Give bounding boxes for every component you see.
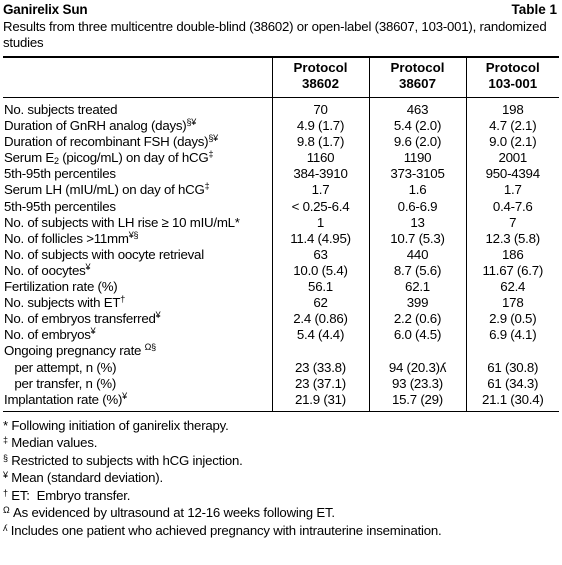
row-label-text: No. of subjects with LH rise ≥ 10 mIU/mL* — [4, 214, 240, 230]
table-row — [3, 311, 559, 327]
value-cell: 1160 — [272, 150, 369, 166]
row-label-text: No. of embryos transferred — [4, 311, 156, 327]
column-header-103-001 — [466, 58, 559, 98]
footnote — [3, 522, 559, 540]
footnote-marker: ¥ — [122, 390, 127, 401]
table-row — [3, 247, 559, 263]
value-cell: 0.4-7.6 — [466, 199, 559, 215]
value-cell: 62 — [272, 295, 369, 311]
value-cell: 0.6-6.9 — [369, 199, 466, 215]
table-row — [3, 150, 559, 166]
table-row — [3, 118, 559, 134]
value-cell: 6.0 (4.5) — [369, 327, 466, 343]
value-cell: 11.67 (6.7) — [466, 263, 559, 279]
footnote — [3, 452, 559, 470]
value-cell: 198 — [466, 98, 559, 119]
table-row — [3, 231, 559, 247]
table-row — [3, 327, 559, 343]
value-cell: 399 — [369, 295, 466, 311]
value-cell: 9.6 (2.0) — [369, 134, 466, 150]
table-row — [3, 279, 559, 295]
table-row — [3, 215, 559, 231]
row-label-text: Fertilization rate (%) — [4, 279, 118, 295]
footnote — [3, 434, 559, 452]
footnote-text: As evidenced by ultrasound at 12-16 weeks following ET. — [9, 505, 335, 521]
value-cell: 12.3 (5.8) — [466, 231, 559, 247]
table-row — [3, 376, 559, 392]
row-label — [3, 150, 272, 166]
footnote-marker: † — [120, 294, 125, 305]
footnote-marker: ‡ — [204, 181, 210, 192]
footnote-text: Includes one patient who achieved pregnancy with intrauterine insemination. — [7, 522, 442, 538]
table-row — [3, 360, 559, 376]
value-cell: 21.9 (31) — [272, 392, 369, 412]
row-label — [3, 327, 272, 343]
row-label-text: No. of embryos — [4, 327, 91, 343]
document-page — [3, 2, 559, 539]
row-label-text: per transfer, n (%) — [4, 375, 116, 391]
footnote-text: Following initiation of ganirelix therapy. — [7, 417, 229, 433]
table-caption: Results from three multicentre double-blind (38602) or open-label (38607, 103-001), randomized studies — [3, 19, 547, 50]
value-cell: 62.1 — [369, 279, 466, 295]
row-label — [3, 118, 272, 134]
row-label-text: Duration of GnRH analog (days) — [4, 118, 187, 134]
footnote — [3, 417, 559, 435]
row-label-text: No. subjects with ET — [4, 295, 121, 311]
row-label — [3, 199, 272, 215]
footnote-symbol: † — [3, 487, 8, 498]
value-cell: 463 — [369, 98, 466, 119]
title-row — [3, 2, 559, 19]
table-row — [3, 263, 559, 279]
value-cell: 10.0 (5.4) — [272, 263, 369, 279]
footnote-marker: ¥ — [155, 310, 161, 321]
row-label — [3, 166, 272, 182]
table-row — [3, 166, 559, 182]
value-cell: 6.9 (4.1) — [466, 327, 559, 343]
column-header-line2: 38607 — [399, 76, 436, 91]
table-body — [3, 98, 559, 412]
value-cell: 61 (34.3) — [466, 376, 559, 392]
column-header-line1: Protocol — [485, 60, 540, 75]
value-cell: 384-3910 — [272, 166, 369, 182]
footnote-marker: ¥ — [85, 261, 91, 272]
table-row — [3, 98, 559, 119]
value-cell: 2.9 (0.5) — [466, 311, 559, 327]
footnote — [3, 487, 559, 505]
row-label — [3, 343, 272, 359]
value-cell: 94 (20.3)ʎ — [369, 360, 466, 376]
document-title: Ganirelix Sun — [3, 2, 88, 17]
row-label — [3, 295, 272, 311]
footnote — [3, 504, 559, 522]
row-label — [3, 231, 272, 247]
row-label — [3, 360, 272, 376]
value-cell: 186 — [466, 247, 559, 263]
value-cell: 373-3105 — [369, 166, 466, 182]
value-cell: 9.0 (2.1) — [466, 134, 559, 150]
row-label-text: Ongoing pregnancy rate — [4, 343, 145, 359]
value-cell: 70 — [272, 98, 369, 119]
value-cell — [272, 343, 369, 359]
value-cell: 4.9 (1.7) — [272, 118, 369, 134]
table-row — [3, 392, 559, 412]
value-cell: 61 (30.8) — [466, 360, 559, 376]
value-cell: 950-4394 — [466, 166, 559, 182]
row-label-text-cont: (picog/mL) on day of hCG — [58, 150, 209, 166]
table-row — [3, 295, 559, 311]
row-label-text: No. of oocytes — [4, 262, 86, 278]
value-cell: 9.8 (1.7) — [272, 134, 369, 150]
footnote-marker: §¥ — [186, 117, 196, 128]
table-row — [3, 182, 559, 198]
value-cell: < 0.25-6.4 — [272, 199, 369, 215]
value-cell — [466, 343, 559, 359]
footnote-symbol: ¥ — [3, 470, 8, 481]
value-cell: 15.7 (29) — [369, 392, 466, 412]
column-header-line2: 38602 — [302, 76, 339, 91]
column-header-38602 — [272, 58, 369, 98]
value-cell — [369, 343, 466, 359]
value-cell: 1190 — [369, 150, 466, 166]
column-header-line1: Protocol — [390, 60, 445, 75]
column-header-38607 — [369, 58, 466, 98]
footnote-marker: ¥§ — [128, 229, 139, 240]
footnote-symbol: § — [3, 452, 8, 463]
row-label — [3, 98, 272, 119]
footnote-marker: Ω§ — [144, 342, 156, 353]
value-cell: 2.2 (0.6) — [369, 311, 466, 327]
footnote-marker: §¥ — [208, 133, 218, 144]
value-cell: 23 (37.1) — [272, 376, 369, 392]
row-label-text: No. of subjects with oocyte retrieval — [4, 246, 204, 262]
row-label-text: No. of follicles >11mm — [4, 230, 129, 246]
row-label — [3, 279, 272, 295]
value-cell: 1.7 — [466, 182, 559, 198]
footnote-symbol: ʎ — [3, 522, 8, 533]
value-cell: 56.1 — [272, 279, 369, 295]
value-cell: 5.4 (2.0) — [369, 118, 466, 134]
footnote-symbol: Ω — [3, 505, 10, 516]
footnote-symbol: ‡ — [3, 435, 8, 446]
column-header-line1: Protocol — [293, 60, 348, 75]
value-cell: 5.4 (4.4) — [272, 327, 369, 343]
row-label-text: 5th-95th percentiles — [4, 198, 116, 214]
row-label-text: No. subjects treated — [4, 102, 118, 117]
results-table — [3, 56, 559, 412]
row-label-subscript: 2 — [53, 156, 59, 167]
row-label — [3, 311, 272, 327]
value-cell: 1 — [272, 215, 369, 231]
value-cell: 21.1 (30.4) — [466, 392, 559, 412]
row-label — [3, 376, 272, 392]
row-label — [3, 134, 272, 150]
footnote-marker: ¥ — [90, 326, 96, 337]
row-label-text: Serum LH (mIU/mL) on day of hCG — [4, 182, 205, 198]
value-cell: 1.6 — [369, 182, 466, 198]
row-label — [3, 263, 272, 279]
footnote-text: ET: Embryo transfer. — [7, 487, 131, 503]
column-header-line2: 103-001 — [488, 76, 538, 91]
value-cell: 63 — [272, 247, 369, 263]
row-label — [3, 182, 272, 198]
row-label — [3, 247, 272, 263]
value-cell: 2.4 (0.86) — [272, 311, 369, 327]
value-cell: 7 — [466, 215, 559, 231]
value-cell: 93 (23.3) — [369, 376, 466, 392]
footnote — [3, 469, 559, 487]
table-number: Table 1 — [511, 2, 557, 17]
value-cell: 1.7 — [272, 182, 369, 198]
row-label-text: Duration of recombinant FSH (days) — [4, 134, 209, 150]
value-cell: 62.4 — [466, 279, 559, 295]
footnote-symbol: * — [3, 417, 8, 433]
value-cell: 2001 — [466, 150, 559, 166]
value-cell: 8.7 (5.6) — [369, 263, 466, 279]
row-label-text: 5th-95th percentiles — [4, 166, 116, 182]
row-label — [3, 392, 272, 412]
footnote-text: Median values. — [7, 435, 98, 451]
value-cell: 13 — [369, 215, 466, 231]
footnote-text: Restricted to subjects with hCG injection. — [7, 452, 243, 468]
value-cell: 440 — [369, 247, 466, 263]
header-blank — [3, 58, 272, 98]
footnotes — [3, 417, 559, 540]
row-label-text: per attempt, n (%) — [4, 359, 117, 375]
row-label-text: Implantation rate (%) — [4, 391, 123, 407]
row-label-text: Serum E — [4, 150, 54, 166]
table-row — [3, 134, 559, 150]
footnote-marker: ‡ — [208, 149, 214, 160]
table-row — [3, 199, 559, 215]
row-label — [3, 215, 272, 231]
value-cell: 10.7 (5.3) — [369, 231, 466, 247]
value-cell: 4.7 (2.1) — [466, 118, 559, 134]
value-cell: 178 — [466, 295, 559, 311]
value-cell: 23 (33.8) — [272, 360, 369, 376]
footnote-text: Mean (standard deviation). — [7, 470, 163, 486]
header-row — [3, 58, 559, 98]
value-cell: 11.4 (4.95) — [272, 231, 369, 247]
table-row — [3, 343, 559, 359]
